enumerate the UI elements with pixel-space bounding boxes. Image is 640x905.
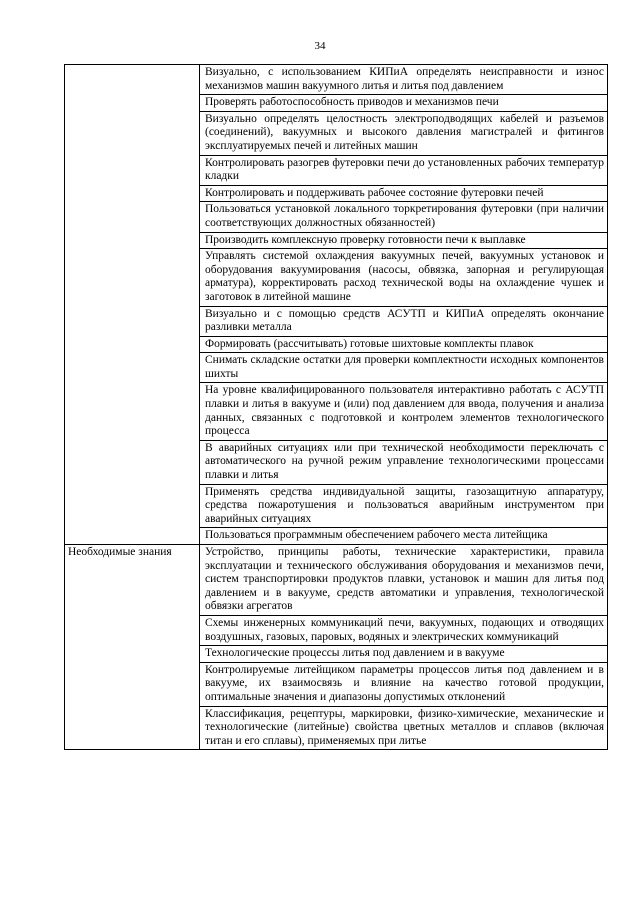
list-item: Производить комплексную проверку готовности печи к выплавке — [200, 233, 607, 250]
list-item: Технологические процессы литья под давлением и в вакууме — [200, 646, 607, 663]
list-item: Устройство, принципы работы, технические характеристики, правила эксплуатации и технического обслуживания оборудования и механизмов печи, систем транспортировки продуктов плавки, установок и машин для литья под давлением и в вакууме, средств автоматики и управления, технологической обвязки агрегатов — [200, 545, 607, 616]
list-item: Классификация, рецептуры, маркировки, физико-химические, механические и технологические (литейные) свойства цветных металлов и сплавов (включая титан и его сплавы), применяемых при литье — [205, 707, 604, 747]
list-item: Схемы инженерных коммуникаций печи, вакуумных, подающих и отводящих воздушных, газовых, паровых, водяных и электрических коммуникаций — [200, 616, 607, 646]
row-label-cell — [65, 65, 200, 545]
list-item: Визуально и с помощью средств АСУТП и КИПиА определять окончание разливки металла — [200, 307, 607, 337]
page-number: 34 — [314, 40, 326, 52]
row-label — [65, 65, 199, 66]
list-item: Пользоваться установкой локального торкретирования футеровки (при наличии соответствующих должностных обязанностей) — [200, 202, 607, 232]
row-items-cell — [200, 545, 608, 750]
list-item: Применять средства индивидуальной защиты, газозащитную аппаратуру, средства пожаротушения и пользоваться аварийным инструментом при аварийных ситуациях — [200, 485, 607, 529]
list-item: Управлять системой охлаждения вакуумных печей, вакуумных установок и оборудования вакуумирования (насосы, обвязка, запорная и регулирующая арматура), корректировать расход технической воды на охлаждение чушек и заготовок в литейной машине — [200, 249, 607, 306]
table-row-skills — [65, 65, 608, 545]
list-item: На уровне квалифицированного пользователя интерактивно работать с АСУТП плавки и литья в вакууме и (или) под давлением для ввода, получения и анализа данных, связанных с подготовкой и контролем элементов технологического процесса — [200, 383, 607, 440]
list-item: Проверять работоспособность приводов и механизмов печи — [200, 95, 607, 112]
table-row-knowledge — [65, 545, 608, 750]
list-item: Формировать (рассчитывать) готовые шихтовые комплекты плавок — [200, 337, 607, 354]
list-item: Контролировать разогрев футеровки печи до установленных рабочих температур кладки — [200, 156, 607, 186]
row-label: Необходимые знания — [68, 546, 172, 558]
list-item: Контролировать и поддерживать рабочее состояние футеровки печей — [200, 186, 607, 203]
row-items-cell — [200, 65, 608, 545]
list-item: В аварийных ситуациях или при технической необходимости переключать с автоматического на ручной режим управление технологическими процессами плавки и литья — [200, 441, 607, 485]
row-label-cell — [65, 545, 200, 750]
list-item: Визуально определять целостность электроподводящих кабелей и разъемов (соединений), вакуумных и высокого давления магистралей и фитингов эксплуатируемых печей и литейных машин — [200, 112, 607, 156]
list-item: Визуально, с использованием КИПиА определять неисправности и износ механизмов машин вакуумного литья и литья под давлением — [200, 65, 607, 95]
list-item: Контролируемые литейщиком параметры процессов литья под давлением и в вакууме, их взаимосвязь и влияние на качество готовой продукции, оптимальные значения и диапазоны допустимых отклонений — [200, 663, 607, 707]
list-item: Пользоваться программным обеспечением рабочего места литейщика — [205, 529, 548, 542]
qualification-table — [64, 64, 608, 750]
list-item: Снимать складские остатки для проверки комплектности исходных компонентов шихты — [200, 353, 607, 383]
